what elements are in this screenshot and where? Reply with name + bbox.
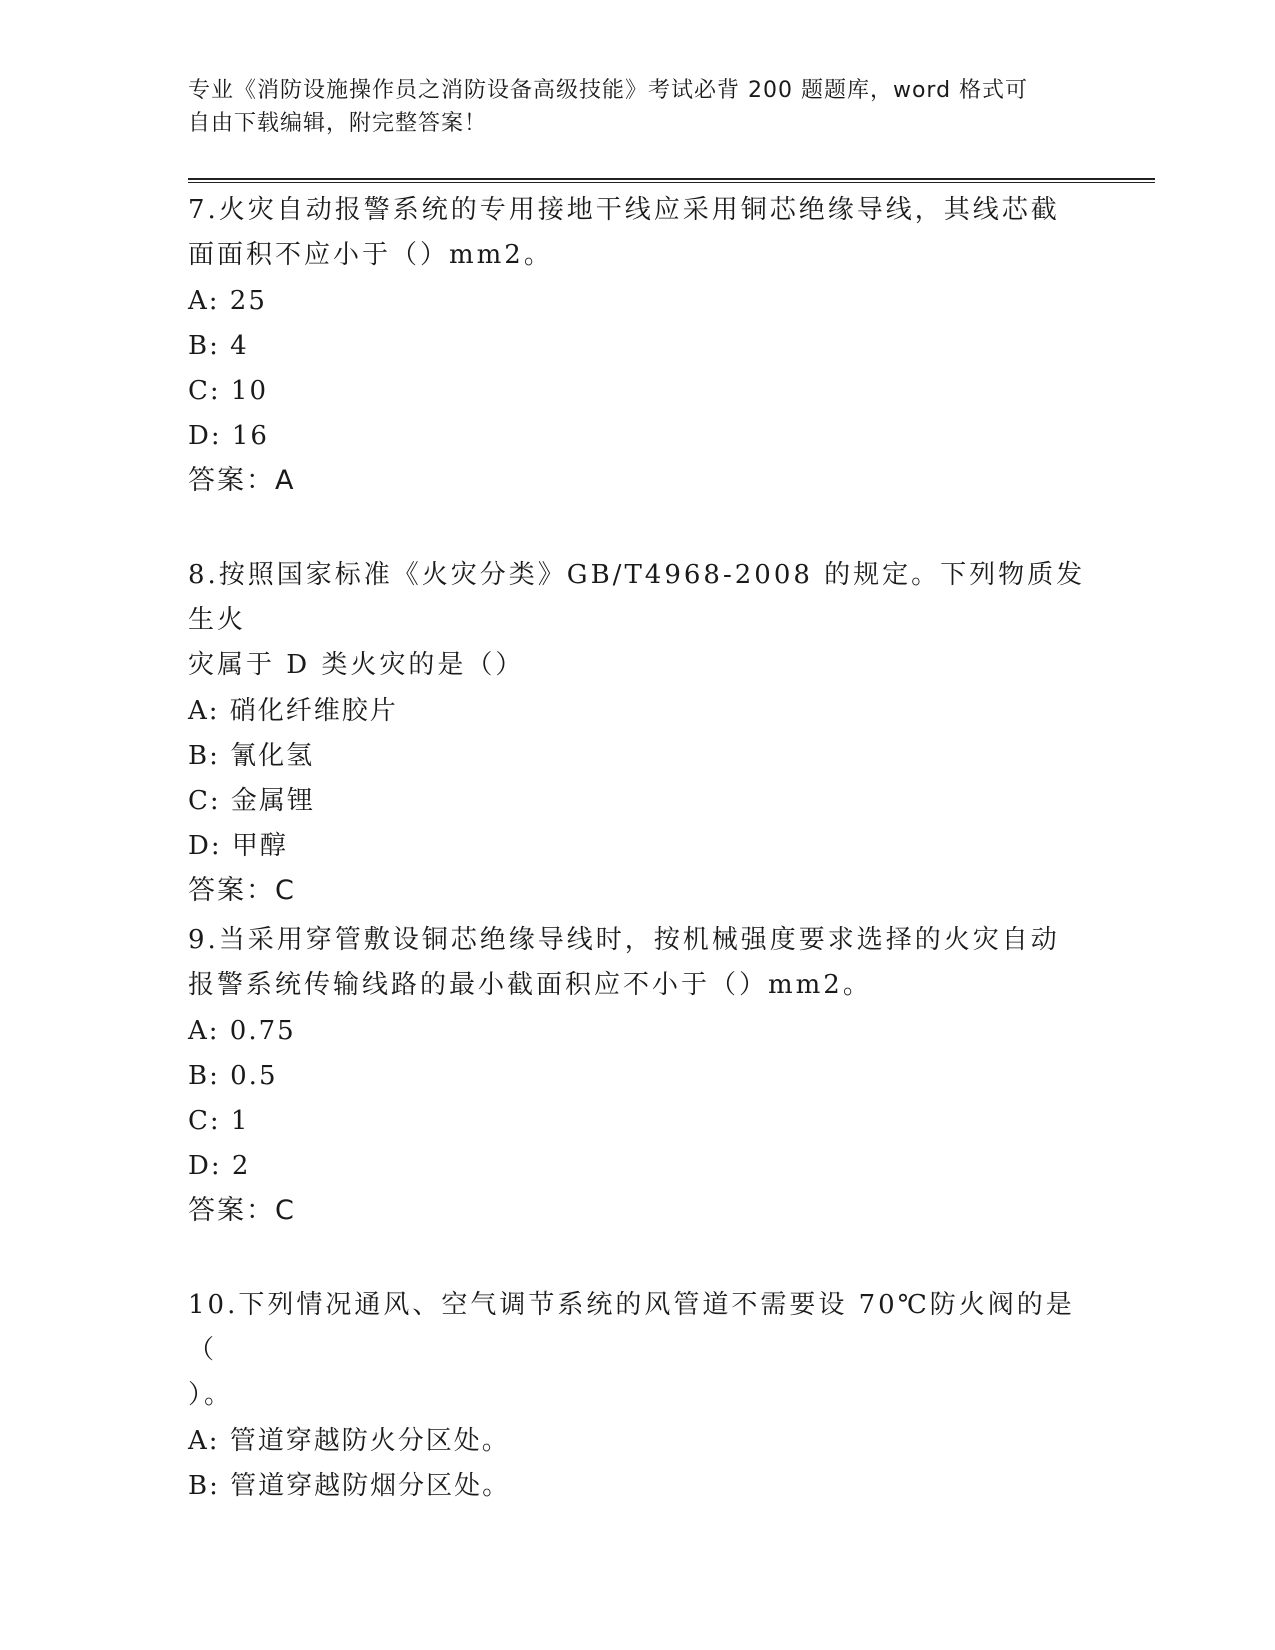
question-stem-line: 7.火灾自动报警系统的专用接地干线应采用铜芯绝缘导线，其线芯截 [188, 195, 1060, 225]
question-stem-line: 报警系统传输线路的最小截面积应不小于（）mm2。 [188, 970, 872, 1000]
question-8 [188, 553, 1088, 913]
header-line-1: 专业《消防设施操作员之消防设备高级技能》考试必背 200 题题库，word 格式可 [188, 78, 1029, 103]
option-d: D: 2 [188, 1150, 251, 1181]
header-divider-thick [188, 178, 1155, 180]
answer-label: 答案：A [188, 464, 296, 496]
question-stem-line: 10.下列情况通风、空气调节系统的风管道不需要设 70℃防火阀的是（ [188, 1290, 1075, 1365]
answer-label: 答案：C [188, 874, 296, 906]
question-stem-line: 9.当采用穿管敷设铜芯绝缘导线时，按机械强度要求选择的火灾自动 [188, 925, 1060, 955]
option-a: A: 25 [188, 285, 267, 316]
question-stem-line: 灾属于 D 类火灾的是（） [188, 650, 525, 680]
question-stem-line: ）。 [188, 1380, 234, 1410]
option-a: A: 硝化纤维胶片 [188, 695, 398, 726]
question-10 [188, 1283, 1088, 1508]
option-c: C: 1 [188, 1105, 250, 1136]
option-b: B: 4 [188, 330, 249, 361]
header-line-2: 自由下载编辑，附完整答案！ [188, 111, 488, 136]
option-c: C: 金属锂 [188, 785, 315, 816]
option-a: A: 0.75 [188, 1015, 296, 1046]
option-c: C: 10 [188, 375, 269, 406]
document-header [188, 74, 1088, 140]
option-d: D: 16 [188, 420, 269, 451]
option-b: B: 氰化氢 [188, 740, 315, 771]
question-stem-line: 8.按照国家标准《火灾分类》GB/T4968-2008 的规定。下列物质发生火 [188, 560, 1086, 635]
question-stem-line: 面面积不应小于（）mm2。 [188, 240, 553, 270]
option-b: B: 管道穿越防烟分区处。 [188, 1470, 511, 1501]
option-a: A: 管道穿越防火分区处。 [188, 1425, 510, 1456]
option-d: D: 甲醇 [188, 830, 288, 861]
option-b: B: 0.5 [188, 1060, 278, 1091]
question-9 [188, 918, 1088, 1233]
answer-label: 答案：C [188, 1194, 296, 1226]
header-divider-thin [188, 182, 1155, 183]
question-7 [188, 188, 1088, 503]
